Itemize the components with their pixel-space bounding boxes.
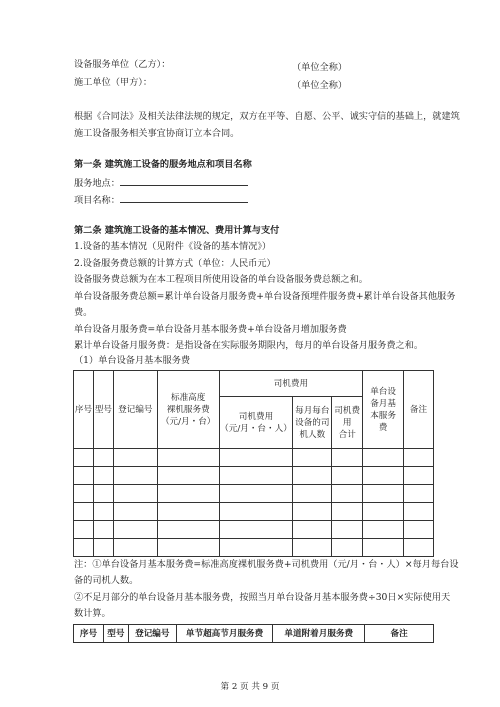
note-1b: 备的司机人数。	[74, 575, 139, 586]
article-2-para-3: 单台设备月服务费=单台设备月基本服务费+单台设备月增加服务费	[74, 324, 347, 335]
col-driver-count-header	[293, 397, 332, 449]
monthly-line-4: 费	[378, 422, 388, 433]
table-cell[interactable]	[363, 503, 404, 521]
bare-fee-line-1: 标准高度	[170, 392, 206, 403]
table-cell[interactable]	[93, 539, 113, 557]
col-seq-header: 序号	[74, 371, 94, 449]
table-cell[interactable]	[74, 467, 94, 485]
table-cell[interactable]	[219, 485, 293, 503]
col-driver-fee-header	[219, 397, 293, 449]
table-row	[74, 521, 434, 539]
project-name-row	[74, 193, 248, 207]
col-monthly-basic-header	[363, 371, 404, 449]
table-cell[interactable]	[363, 449, 404, 467]
additional-fee-header-cell: 单节超高节月服务费	[176, 625, 273, 643]
monthly-line-3: 本服务	[370, 410, 396, 421]
table-cell[interactable]	[404, 539, 434, 557]
col-driver-total-header	[332, 397, 363, 449]
driver-total-line-1: 司机费用	[334, 405, 361, 428]
additional-fee-header-cell: 登记编号	[128, 625, 176, 643]
construction-unit-value: （单位全称）	[292, 80, 348, 91]
driver-fee-group-header: 司机费用	[219, 371, 363, 397]
col-remark-header: 备注	[404, 371, 434, 449]
service-unit-label: 设备服务单位（乙方）：	[74, 59, 171, 70]
col-model-header: 型号	[93, 371, 113, 449]
table-cell[interactable]	[293, 539, 332, 557]
table-cell[interactable]	[219, 467, 293, 485]
table-cell[interactable]	[219, 449, 293, 467]
table-cell[interactable]	[363, 521, 404, 539]
table-cell[interactable]	[113, 449, 157, 467]
table-cell[interactable]	[363, 467, 404, 485]
table-cell[interactable]	[293, 503, 332, 521]
table-cell[interactable]	[293, 521, 332, 539]
note-2a: ②不足月部分的单台设备月基本服务费，按照当月单台设备月基本服务费÷30日×实际使用天	[74, 592, 451, 603]
table-cell[interactable]	[74, 485, 94, 503]
article-1-title: 第一条 建筑施工设备的服务地点和项目名称	[74, 159, 252, 170]
table-cell[interactable]	[332, 539, 363, 557]
additional-fee-table	[73, 624, 434, 643]
table-cell[interactable]	[332, 521, 363, 539]
col-reg-header: 登记编号	[113, 371, 157, 449]
driver-total-line-2: 合计	[338, 429, 356, 440]
table-cell[interactable]	[293, 449, 332, 467]
bare-fee-line-3: （元/月・台）	[160, 416, 216, 427]
basic-service-fee-table	[73, 370, 434, 557]
article-2-para-2b: 费。	[74, 307, 93, 318]
table-cell[interactable]	[157, 485, 219, 503]
table-cell[interactable]	[332, 485, 363, 503]
table-cell[interactable]	[157, 467, 219, 485]
table-cell[interactable]	[157, 449, 219, 467]
additional-fee-header-row	[74, 625, 434, 643]
table-cell[interactable]	[74, 521, 94, 539]
driver-count-line-3: 机人数	[299, 429, 326, 440]
table-row	[74, 503, 434, 521]
table-cell[interactable]	[113, 539, 157, 557]
table-cell[interactable]	[293, 485, 332, 503]
driver-count-line-1: 每月每台	[295, 405, 330, 416]
table-cell[interactable]	[74, 503, 94, 521]
project-name-label: 项目名称：	[74, 195, 120, 206]
driver-count-line-2: 设备的司	[295, 417, 330, 428]
article-2-sub-1: （1）单台设备月基本服务费	[74, 355, 191, 366]
table-cell[interactable]	[404, 467, 434, 485]
table-cell[interactable]	[113, 503, 157, 521]
table-cell[interactable]	[332, 449, 363, 467]
note-2b: 数计算。	[74, 608, 111, 619]
note-1a: 注：①单台设备月基本服务费=标准高度裸机服务费+司机费用（元/月・台・人）×每月每台设	[74, 559, 459, 570]
bare-fee-line-2: 裸机服务费	[166, 404, 210, 415]
article-2-para-4: 累计单台设备月服务费：是指设备在实际服务期限内，每月的单台设备月服务费之和。	[74, 340, 424, 351]
table-cell[interactable]	[219, 521, 293, 539]
table-cell[interactable]	[93, 521, 113, 539]
table-cell[interactable]	[332, 467, 363, 485]
article-2-item-2: 2.设备服务费总额的计算方式（单位：人民币元）	[74, 258, 276, 269]
service-unit-value: （单位全称）	[292, 62, 348, 73]
article-2-para-1: 设备服务费总额为在本工程项目所使用设备的单台设备服务费总额之和。	[74, 274, 368, 285]
article-2-para-2a: 单台设备服务费总额=累计单台设备月服务费+单台设备预埋件服务费+累计单台设备其他服务	[74, 291, 456, 302]
table-cell[interactable]	[113, 521, 157, 539]
additional-fee-header-cell: 序号	[74, 625, 104, 643]
service-location-label: 服务地点：	[74, 178, 120, 189]
service-location-field[interactable]	[120, 176, 248, 186]
table-cell[interactable]	[93, 485, 113, 503]
table-cell[interactable]	[293, 467, 332, 485]
table-row	[74, 467, 434, 485]
construction-unit-label: 施工单位（甲方）：	[74, 77, 153, 88]
additional-fee-header-cell: 单道附着月服务费	[273, 625, 365, 643]
article-2-title: 第二条 建筑施工设备的基本情况、费用计算与支付	[74, 225, 280, 236]
table-cell[interactable]	[404, 449, 434, 467]
table-cell[interactable]	[157, 521, 219, 539]
driver-fee-line-1: 司机费用	[238, 411, 274, 422]
table-cell[interactable]	[74, 449, 94, 467]
table-cell[interactable]	[113, 485, 157, 503]
table-cell[interactable]	[93, 503, 113, 521]
table-cell[interactable]	[332, 503, 363, 521]
table-cell[interactable]	[404, 521, 434, 539]
driver-fee-line-2: （元/月・台・人）	[220, 423, 292, 434]
table-cell[interactable]	[219, 503, 293, 521]
article-2-item-1: 1.设备的基本情况（见附件《设备的基本情况》）	[74, 241, 272, 252]
table-cell[interactable]	[93, 467, 113, 485]
table-cell[interactable]	[157, 503, 219, 521]
table-cell[interactable]	[93, 449, 113, 467]
table-cell[interactable]	[363, 539, 404, 557]
monthly-line-1: 单台设	[370, 386, 396, 397]
table-cell[interactable]	[404, 485, 434, 503]
table-cell[interactable]	[219, 539, 293, 557]
table-cell[interactable]	[404, 503, 434, 521]
intro-line-2: 施工设备服务相关事宜协商订立本合同。	[74, 128, 240, 139]
additional-fee-header-cell: 型号	[103, 625, 128, 643]
table-cell[interactable]	[74, 539, 94, 557]
service-location-row	[74, 176, 248, 190]
page-number: 第 2 页 共 9 页	[220, 682, 280, 692]
table-cell[interactable]	[157, 539, 219, 557]
monthly-line-2: 备月基	[370, 398, 396, 409]
table-row	[74, 449, 434, 467]
col-bare-fee-header	[157, 371, 219, 449]
table-row	[74, 485, 434, 503]
additional-fee-header-cell: 备注	[365, 625, 434, 643]
table-cell[interactable]	[363, 485, 404, 503]
table-row	[74, 539, 434, 557]
table-cell[interactable]	[113, 467, 157, 485]
project-name-field[interactable]	[120, 193, 248, 203]
intro-line-1: 根据《合同法》及相关法律法规的规定，双方在平等、自愿、公平、诚实守信的基础上，就建筑	[74, 111, 460, 122]
